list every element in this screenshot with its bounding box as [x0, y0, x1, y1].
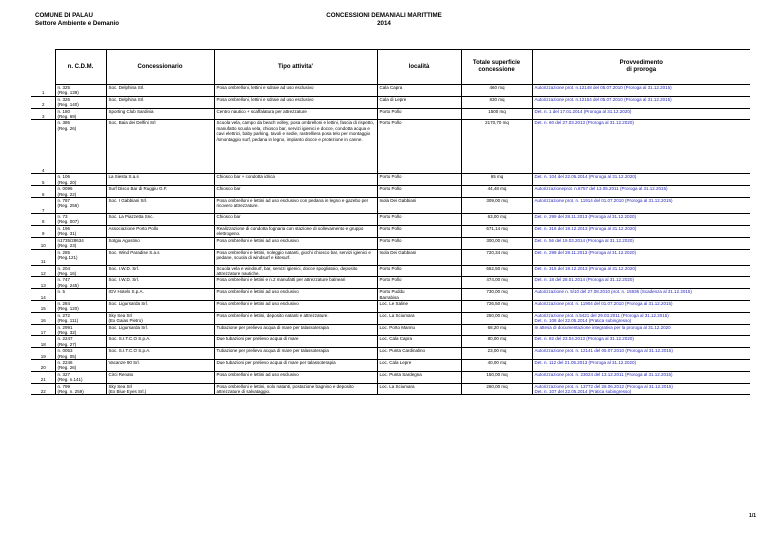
- concessionario-cell: Sky Sea Srl (Ex Gaias Pietro): [106, 312, 214, 324]
- activity-type-cell: Scuola vela e windsurf, bar, servizi igienici, docce spogliatoio, deposito attrezzature nautiche.: [214, 265, 377, 277]
- activity-type-cell: Posa ombrelloni e lettini ad uso esclusivo: [214, 300, 377, 312]
- activity-type-cell: Posa ombrelloni e lettini ad uso esclusivo: [214, 237, 377, 249]
- activity-type-cell: Centro nautico + scaffalatura per attrezzature: [214, 108, 377, 120]
- extension-provision-cell: Det. n. 56 del 19.03.2014 (Proroga al 31.12.2020): [532, 237, 750, 249]
- surface-area-cell: 80,00 mq: [461, 336, 532, 348]
- location-cell: Porto Pollo: [377, 174, 461, 186]
- row-number-cell: 11: [31, 249, 55, 265]
- activity-type-cell: Posa ombrelloni, lettini e sdraie ad uso esclusivo: [214, 96, 377, 108]
- activity-type-cell: Due tubazioni per prelievo acqua di mare per talassoterapia: [214, 360, 377, 372]
- concessionario-cell: Vacanze 90 Srl.: [106, 360, 214, 372]
- row-number-cell: 4: [31, 120, 55, 174]
- location-cell: Porto Pollo: [377, 108, 461, 120]
- row-number-cell: 21: [31, 371, 55, 383]
- row-number-cell: 10: [31, 237, 55, 249]
- surface-area-cell: 671,14 mq: [461, 225, 532, 237]
- surface-area-cell: 309,00 mq: [461, 198, 532, 214]
- concessionario-cell: La Siesta S.a.s: [106, 174, 214, 186]
- row-number-cell: 18: [31, 336, 55, 348]
- table-row: [31, 225, 750, 237]
- activity-type-cell: Posa ombrelloni e lettini, deposito natanti e attrezzature.: [214, 312, 377, 324]
- row-number-cell: 22: [31, 383, 55, 395]
- row-number-cell: 14: [31, 289, 55, 301]
- location-cell: Porto Pollo: [377, 214, 461, 226]
- extension-provision-cell: Det. n. 60 del 27.03.2013 (Proroga al 31.12.2020): [532, 120, 750, 174]
- extension-provision-cell: Autorizzazione prot. n. 12141 del 05.07.2010 (Proroga al 31.12.2015): [532, 348, 750, 360]
- concessionario-cell: Soc. I Gabbiani Srl.: [106, 198, 214, 214]
- surface-area-cell: 474,00 mq: [461, 277, 532, 289]
- concessionario-cell: Soc. S.I.T.C.O S.p.A.: [106, 336, 214, 348]
- table-row: [31, 120, 750, 174]
- concessionario-cell: Sporting Club Sardinia: [106, 108, 214, 120]
- concessionario-cell: Soc. Delphina Srl.: [106, 85, 214, 97]
- concessionario-cell: IGV Hotels S.p.A.: [106, 289, 214, 301]
- column-header-ncdm: n. C.D.M.: [55, 50, 106, 85]
- surface-area-cell: 662,50 mq: [461, 265, 532, 277]
- concessionario-cell: Sky Sea Srl (Ex Blue Eyes Srl.): [106, 383, 214, 395]
- column-header-tipo: Tipo attivita': [214, 50, 377, 85]
- surface-area-cell: 460 mq: [461, 85, 532, 97]
- location-cell: Cala Capra: [377, 85, 461, 97]
- location-cell: Loc. Cala Lepre: [377, 360, 461, 372]
- extension-provision-cell: Det. n. 104 del 22.05.2014 (Proroga al 31.12.2020): [532, 174, 750, 186]
- activity-type-cell: Posa ombrelloni e lettini, noleggio natanti, giochi chiosco bar, servizi igienici e pedane, scuola di windsurf e kitesurf.: [214, 249, 377, 265]
- activity-type-cell: Posa ombrelloni e lettini e n.2 manufatti per attrezzature balneari: [214, 277, 377, 289]
- surface-area-cell: 2170,70 mq: [461, 120, 532, 174]
- location-cell: Loc. Le Saline: [377, 300, 461, 312]
- row-number-cell: 8: [31, 214, 55, 226]
- row-number-cell: 15: [31, 300, 55, 312]
- table-row: [31, 249, 750, 265]
- row-number-cell: 3: [31, 108, 55, 120]
- concession-number-cell: n. 747 (Reg. 245): [55, 277, 106, 289]
- concessionario-cell: Soc. Ligursarda Srl.: [106, 324, 214, 336]
- surface-area-cell: 720,34 mq: [461, 249, 532, 265]
- location-cell: Porto Pollo: [377, 277, 461, 289]
- row-number-cell: 12: [31, 265, 55, 277]
- extension-provision-cell: Autorizzazione prot. n. 23024 del 13.12.2011 (Proroga al 31.12.2015): [532, 371, 750, 383]
- surface-area-cell: 1500 mq: [461, 108, 532, 120]
- surface-area-cell: 730,00 mq: [461, 289, 532, 301]
- extension-provision-cell: Det. n. 298 del 28.11.2013 (Proroga al 31.12.2020): [532, 249, 750, 265]
- concession-number-cell: n1735/28634 (Reg. 23): [55, 237, 106, 249]
- location-cell: Loc. Cala Capra: [377, 336, 461, 348]
- concessionario-cell: Soc. La Piazzetta Snc.: [106, 214, 214, 226]
- row-number-cell: 5: [31, 174, 55, 186]
- concessionario-cell: Soc. Ligursarda Srl.: [106, 300, 214, 312]
- concessionario-cell: Soc. I.W.D. Srl.: [106, 265, 214, 277]
- table-row: [31, 108, 750, 120]
- extension-provision-cell: Autorizzazione n. 5/10 del 27.08.2010 prot. n. 15936 (Scadenza al 31.12.2015): [532, 289, 750, 301]
- activity-type-cell: Due tubazioni per prelievo acqua di mare: [214, 336, 377, 348]
- surface-area-cell: 44,48 mq: [461, 186, 532, 198]
- table-row: [31, 186, 750, 198]
- extension-provision-cell: Det. n. 82 del 23.04.2013 (Proroga al 31.12.2020): [532, 336, 750, 348]
- concession-number-cell: n. 2991 (Reg. 32): [55, 324, 106, 336]
- extension-provision-cell: Autorizzazione prot. n.12154 del 05.07.2010 (Proroga al 31.12.2015): [532, 96, 750, 108]
- activity-type-cell: Posa ombrelloni e lettini ad uso esclusivo con pedana in legno e gazebo per ricovero attrezzature.: [214, 198, 377, 214]
- table-row: [31, 289, 750, 301]
- table-row: [31, 277, 750, 289]
- document-title: [0, 12, 768, 28]
- table-row: [31, 214, 750, 226]
- concession-number-cell: n. 0096 (Reg. 22): [55, 186, 106, 198]
- concessionario-cell: Soc. Wind Paradise S.a.s: [106, 249, 214, 265]
- surface-area-cell: 65 mq: [461, 174, 532, 186]
- row-number-cell: 2: [31, 96, 55, 108]
- extension-provision-cell: Autorizzazioneprot. n.8757 del 13.05.2011 (Proroga al 31.12.2015): [532, 186, 750, 198]
- extension-provision-cell: Det. n. 315 del 19.12.2013 (Proroga al 31.12.2020): [532, 265, 750, 277]
- activity-type-cell: Posa ombrelloni, lettini e sdraie ad uso esclusivo: [214, 85, 377, 97]
- concessions-table: [31, 49, 750, 395]
- column-header-localita: località: [377, 50, 461, 85]
- table-row: [31, 85, 750, 97]
- concessionario-cell: Circi Renato: [106, 371, 214, 383]
- extension-provision-cell: Det. n. 316 del 19.12.2013 (Proroga al 31.12.2020): [532, 225, 750, 237]
- concessionario-cell: Soc. Delphina Srl.: [106, 96, 214, 108]
- surface-area-cell: 23,00 mq: [461, 348, 532, 360]
- table-row: [31, 324, 750, 336]
- extension-provision-cell: Det. n. 112 del 21.05.2013 (Proroga al 31.12.2020): [532, 360, 750, 372]
- concession-number-cell: n. 204 (Reg. 16): [55, 265, 106, 277]
- location-cell: Loc. Punta Sardegna: [377, 371, 461, 383]
- column-header-concessionario: Concessionario: [106, 50, 214, 85]
- concession-number-cell: n. 326 (Reg. 140): [55, 96, 106, 108]
- row-number-cell: 16: [31, 312, 55, 324]
- row-number-cell: 9: [31, 225, 55, 237]
- page-number: 1/1: [749, 513, 756, 519]
- concession-number-cell: n. 386 (Reg. 26): [55, 120, 106, 174]
- column-header-provvedimento: Provvedimento di proroga: [532, 50, 750, 85]
- table-header-row: [31, 50, 750, 85]
- surface-area-cell: 40,00 mq: [461, 360, 532, 372]
- concessionario-cell: Associazione Porto Pollo: [106, 225, 214, 237]
- extension-provision-cell: Autorizzazione prot. n.5421 del 29.03.2011 (Proroga al 31.12.2015) Det. n. 108 del 22.05.2014 (Pratica subingresso): [532, 312, 750, 324]
- table-row: [31, 383, 750, 395]
- row-number-cell: 6: [31, 186, 55, 198]
- surface-area-cell: 830 mq: [461, 96, 532, 108]
- location-cell: Loc. Porto Mannu: [377, 324, 461, 336]
- organization-name: COMUNE DI PALAU: [35, 12, 93, 19]
- concessionario-cell: Sotgiu Agostino: [106, 237, 214, 249]
- table-row: [31, 265, 750, 277]
- concession-number-cell: n. 327 (Reg. n.141): [55, 371, 106, 383]
- concession-number-cell: n. 196 (Reg. 31): [55, 225, 106, 237]
- surface-area-cell: 68,20 mq: [461, 324, 532, 336]
- table-row: [31, 198, 750, 214]
- extension-provision-cell: In attesa di documentazione integrativa per la proroga al 31.12.2020: [532, 324, 750, 336]
- location-cell: Porto Pollo: [377, 237, 461, 249]
- concession-number-cell: n. 73 (Reg. 007): [55, 214, 106, 226]
- concession-number-cell: n. 325 (Reg. 139): [55, 85, 106, 97]
- table-row: [31, 174, 750, 186]
- activity-type-cell: Tubazione per prelievo acqua di mare per talassoterapia: [214, 348, 377, 360]
- location-cell: Porto Pollo: [377, 186, 461, 198]
- extension-provision-cell: Det. n. 1 del 17.01.2014 (Proroga al 31.12.2020): [532, 108, 750, 120]
- activity-type-cell: Chiosco bar + condotta idrica: [214, 174, 377, 186]
- table-row: [31, 237, 750, 249]
- document-year: 2014: [377, 20, 391, 27]
- location-cell: Loc. La Sciumara: [377, 312, 461, 324]
- activity-type-cell: Posa ombrelloni e lettini, nolo natanti, postazione bagnino e deposito attrezzature di salvataggio.: [214, 383, 377, 395]
- extension-provision-cell: Autorizzazione prot. n. 11914 del 01.07.2010 (Proroga al 31.12.2015): [532, 198, 750, 214]
- organization-department: Settore Ambiente e Demanio: [35, 20, 120, 27]
- concession-number-cell: n. 2247 (Reg. 27): [55, 336, 106, 348]
- activity-type-cell: Chiosco bar: [214, 186, 377, 198]
- extension-provision-cell: Det. n. 299 del 28.11.2013 (Proroga al 31.12.2020): [532, 214, 750, 226]
- column-header-superficie: Totale superficie concessione: [461, 50, 532, 85]
- table-row: [31, 360, 750, 372]
- activity-type-cell: Chiosco bar: [214, 214, 377, 226]
- activity-type-cell: Posa ombrelloni e lettini ad uso esclusivo: [214, 289, 377, 301]
- extension-provision-cell: Autorizzazione prot. n. 13772 del 28.06.2012 (Proroga al 31.12.2015) Det. n. 107 del 22.05.2014 (Pratica subingresso): [532, 383, 750, 395]
- surface-area-cell: 300,00 mq: [461, 237, 532, 249]
- extension-provision-cell: Autorizzazione prot. n. 11904 del 01.07.2010 (Proroga al 31.12.2015): [532, 300, 750, 312]
- concession-number-cell: n. 272 (Reg. 111): [55, 312, 106, 324]
- location-cell: Cala di Lepre: [377, 96, 461, 108]
- surface-area-cell: 63,00 mq: [461, 214, 532, 226]
- activity-type-cell: Posa ombrelloni e lettini ad uso esclusivo: [214, 371, 377, 383]
- table-row: [31, 300, 750, 312]
- concession-number-cell: n. 5: [55, 289, 106, 301]
- location-cell: Loc. La Sciumara: [377, 383, 461, 395]
- extension-provision-cell: Autorizzazione prot. n.12148 del 05.07.2010 (Proroga al 31.12.2015): [532, 85, 750, 97]
- surface-area-cell: 250,00 mq: [461, 312, 532, 324]
- concession-number-cell: n. 799 (Reg. n. 259): [55, 383, 106, 395]
- concession-number-cell: n. 106 (Reg. 20): [55, 174, 106, 186]
- row-number-cell: 13: [31, 277, 55, 289]
- concession-number-cell: n. 787 (Reg. 256): [55, 198, 106, 214]
- activity-type-cell: Tubazione per prelievo acqua di mare per talassoterapia: [214, 324, 377, 336]
- concessionario-cell: Soc. I.W.D. Srl.: [106, 277, 214, 289]
- table-row: [31, 336, 750, 348]
- table-row: [31, 348, 750, 360]
- concession-number-cell: n. 180 (Reg. 69): [55, 108, 106, 120]
- activity-type-cell: Scuola vela, campo da beach volley, posa ombrelloni e lettini, fascia di rispetto, manufatto scuola vela, chiosco bar, servizi igienici e docce, condotta acqua e cavi elettrici, baby parking, tavoli e sedie, rastrelliera posa telo per montaggio /smontaggio surf, pedana in legno, impianto docce e protezione in canne.: [214, 120, 377, 174]
- concessionario-cell: Surf Disco Bar di Ruggiu G.F.: [106, 186, 214, 198]
- surface-area-cell: 150,00 mq: [461, 371, 532, 383]
- extension-provision-cell: Det. n. 18 del 28.01.2014 (Proroga al 31.12.2020): [532, 277, 750, 289]
- surface-area-cell: 726,50 mq: [461, 300, 532, 312]
- location-cell: Porto Puddu Barrabisa: [377, 289, 461, 301]
- location-cell: Isola Dei Gabbiani: [377, 249, 461, 265]
- location-cell: Porto Pollo: [377, 120, 461, 174]
- location-cell: Porto Pollo: [377, 225, 461, 237]
- document-title-line1: CONCESSIONI DEMANIALI MARITTIME: [326, 12, 442, 19]
- concessionario-cell: Soc. Baia dei Delfini Srl: [106, 120, 214, 174]
- activity-type-cell: Realizzazione di condotta fognaria con stazione di sollevamento e gruppo elettrogeno.: [214, 225, 377, 237]
- concession-number-cell: n. 285 (Reg.121): [55, 249, 106, 265]
- concession-number-cell: n. 284 (Reg. 120): [55, 300, 106, 312]
- row-number-cell: 17: [31, 324, 55, 336]
- table-row: [31, 312, 750, 324]
- row-number-cell: 1: [31, 85, 55, 97]
- row-number-cell: 19: [31, 348, 55, 360]
- location-cell: Isola Dei Gabbiani: [377, 198, 461, 214]
- table-row: [31, 96, 750, 108]
- concession-number-cell: n. 2246 (Reg. 26): [55, 360, 106, 372]
- concession-number-cell: n. 0053 (Reg. 05): [55, 348, 106, 360]
- row-number-cell: 7: [31, 198, 55, 214]
- table-row: [31, 371, 750, 383]
- surface-area-cell: 260,00 mq: [461, 383, 532, 395]
- concessionario-cell: Soc. S.I.T.C.O S.p.A.: [106, 348, 214, 360]
- location-cell: Porto Pollo: [377, 265, 461, 277]
- row-number-cell: 20: [31, 360, 55, 372]
- location-cell: Loc. Punta Cardinalino: [377, 348, 461, 360]
